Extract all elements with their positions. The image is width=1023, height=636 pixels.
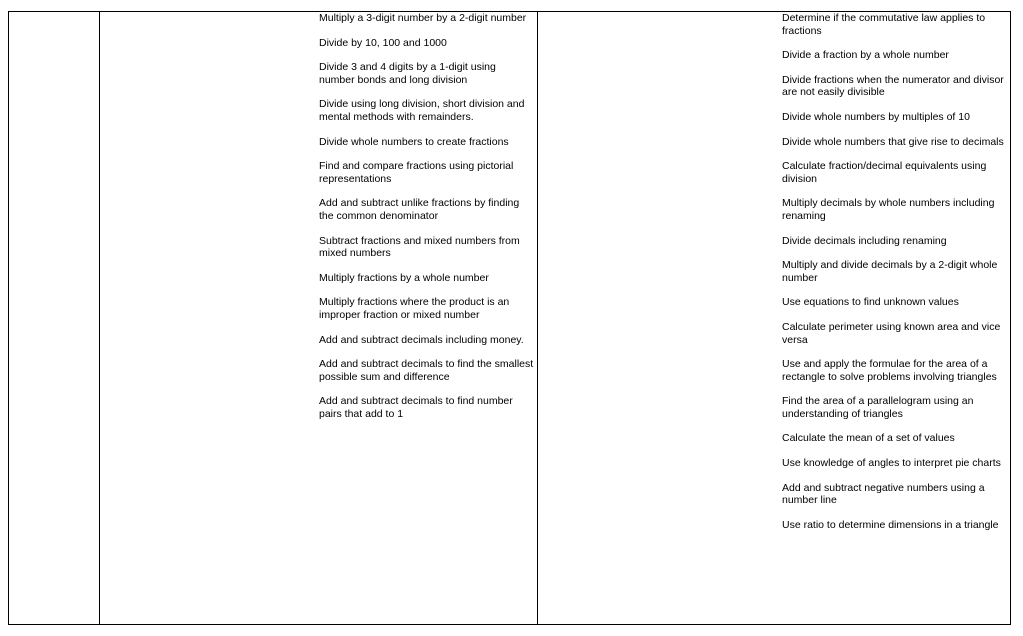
- objective-item: Use knowledge of angles to interpret pie charts: [782, 457, 1001, 470]
- objective-item: Use and apply the formulae for the area of a rectangle to solve problems involving triangles: [782, 358, 997, 383]
- objective-item: Divide using long division, short division and mental methods with remainders.: [319, 98, 525, 123]
- objective-item: Find the area of a parallelogram using an understanding of triangles: [782, 395, 974, 420]
- objective-item: Determine if the commutative law applies to fractions: [782, 12, 986, 37]
- objective-item: Use ratio to determine dimensions in a triangle: [782, 518, 999, 531]
- objective-item: Divide fractions when the numerator and divisor are not easily divisible: [782, 73, 1004, 99]
- objective-item: Calculate perimeter using known area and vice versa: [782, 320, 1001, 346]
- objective-item: Add and subtract unlike fractions by finding the common denominator: [319, 197, 520, 222]
- year6-objectives-list: [782, 12, 1006, 543]
- objective-item: Calculate the mean of a set of values: [782, 432, 955, 445]
- objective-item: Multiply decimals by whole numbers including renaming: [782, 197, 995, 222]
- objective-item: Add and subtract decimals to find the smallest possible sum and difference: [319, 358, 534, 383]
- objective-item: Add and subtract negative numbers using a number line: [782, 481, 985, 507]
- objective-item: Divide 3 and 4 digits by a 1-digit using number bonds and long division: [319, 61, 496, 86]
- objective-item: Calculate fraction/decimal equivalents using division: [782, 160, 987, 185]
- objective-item: Divide a fraction by a whole number: [782, 49, 949, 62]
- objective-item: Find and compare fractions using pictorial representations: [319, 160, 514, 185]
- objective-item: Multiply and divide decimals by a 2-digit whole number: [782, 259, 998, 284]
- objective-item: Subtract fractions and mixed numbers from mixed numbers: [319, 234, 520, 260]
- objective-item: Divide by 10, 100 and 1000: [319, 36, 447, 49]
- objective-item: Divide whole numbers by multiples of 10: [782, 110, 970, 123]
- objective-item: Add and subtract decimals including money.: [319, 333, 524, 346]
- objective-item: Multiply fractions by a whole number: [319, 271, 489, 284]
- objective-item: Divide whole numbers to create fractions: [319, 135, 509, 148]
- objective-item: Divide decimals including renaming: [782, 234, 947, 247]
- year5-objectives-list: [319, 12, 534, 432]
- objective-item: Multiply fractions where the product is an improper fraction or mixed number: [319, 296, 510, 321]
- objective-item: Add and subtract decimals to find number pairs that add to 1: [319, 395, 513, 420]
- column-divider-1: [99, 12, 100, 624]
- objective-item: Multiply a 3-digit number by a 2-digit number: [319, 12, 527, 24]
- curriculum-table: [8, 11, 1011, 625]
- objective-item: Use equations to find unknown values: [782, 296, 959, 309]
- column-divider-2: [537, 12, 538, 624]
- objective-item: Divide whole numbers that give rise to decimals: [782, 135, 1004, 148]
